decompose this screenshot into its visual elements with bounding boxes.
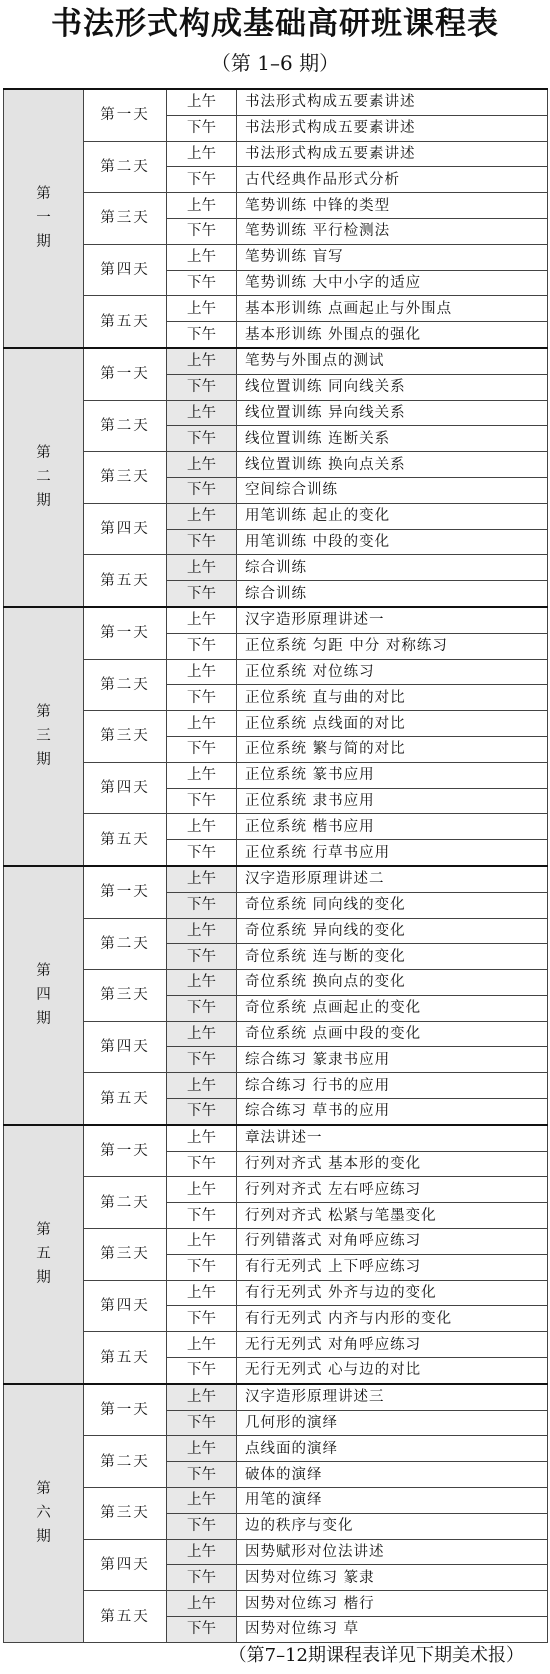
morning-label: 上午 <box>167 244 237 270</box>
afternoon-label: 下午 <box>167 1151 237 1177</box>
session-topic: 正位系统 对位练习 <box>237 659 548 685</box>
period-label-text: 第五期 <box>36 1222 51 1287</box>
table-row <box>4 400 548 426</box>
afternoon-label: 下午 <box>167 1513 237 1539</box>
table-row <box>4 918 548 944</box>
session-topic: 有行无列式 外齐与边的变化 <box>237 1280 548 1306</box>
morning-label: 上午 <box>167 1125 237 1151</box>
table-row <box>4 607 548 633</box>
afternoon-label: 下午 <box>167 944 237 970</box>
day-label: 第四天 <box>84 1021 167 1073</box>
period-label-text: 第二期 <box>36 445 51 510</box>
day-label: 第二天 <box>84 141 167 193</box>
session-topic: 线位置训练 异向线关系 <box>237 400 548 426</box>
session-topic: 奇位系统 点画起止的变化 <box>237 995 548 1021</box>
session-topic: 基本形训练 点画起止与外围点 <box>237 296 548 322</box>
table-row <box>4 452 548 478</box>
table-row <box>4 1021 548 1047</box>
morning-label: 上午 <box>167 711 237 737</box>
afternoon-label: 下午 <box>167 426 237 452</box>
session-topic: 基本形训练 外围点的强化 <box>237 322 548 348</box>
day-label: 第三天 <box>84 970 167 1022</box>
session-topic: 线位置训练 同向线关系 <box>237 374 548 400</box>
session-topic: 正位系统 篆书应用 <box>237 762 548 788</box>
day-label: 第五天 <box>84 555 167 607</box>
session-topic: 用笔训练 中段的变化 <box>237 529 548 555</box>
day-label: 第二天 <box>84 400 167 452</box>
table-row <box>4 141 548 167</box>
table-row <box>4 1384 548 1410</box>
day-label: 第三天 <box>84 1229 167 1281</box>
day-label: 第一天 <box>84 1125 167 1177</box>
afternoon-label: 下午 <box>167 1099 237 1125</box>
table-row <box>4 555 548 581</box>
page-title: 书法形式构成基础高研班课程表 <box>51 6 499 42</box>
morning-label: 上午 <box>167 866 237 892</box>
day-label: 第四天 <box>84 503 167 555</box>
session-topic: 行列对齐式 左右呼应练习 <box>237 1177 548 1203</box>
session-topic: 正位系统 直与曲的对比 <box>237 685 548 711</box>
page-subtitle: （第 1–6 期） <box>210 51 340 75</box>
morning-label: 上午 <box>167 1436 237 1462</box>
morning-label: 上午 <box>167 89 237 115</box>
session-topic: 奇位系统 换向点的变化 <box>237 970 548 996</box>
session-topic: 笔势训练 中锋的类型 <box>237 193 548 219</box>
session-topic: 无行无列式 心与边的对比 <box>237 1358 548 1384</box>
schedule-body <box>4 89 548 1642</box>
morning-label: 上午 <box>167 1488 237 1514</box>
afternoon-label: 下午 <box>167 115 237 141</box>
morning-label: 上午 <box>167 762 237 788</box>
session-topic: 有行无列式 内齐与内形的变化 <box>237 1306 548 1332</box>
day-label: 第二天 <box>84 659 167 711</box>
afternoon-label: 下午 <box>167 1358 237 1384</box>
table-row <box>4 1488 548 1514</box>
table-row <box>4 970 548 996</box>
session-topic: 因势对位练习 篆隶 <box>237 1565 548 1591</box>
period-label-text: 第一期 <box>36 186 51 251</box>
period-label <box>4 1125 84 1384</box>
session-topic: 正位系统 行草书应用 <box>237 840 548 866</box>
afternoon-label: 下午 <box>167 581 237 607</box>
afternoon-label: 下午 <box>167 1617 237 1643</box>
session-topic: 线位置训练 连断关系 <box>237 426 548 452</box>
afternoon-label: 下午 <box>167 736 237 762</box>
table-row <box>4 711 548 737</box>
day-label: 第四天 <box>84 1280 167 1332</box>
day-label: 第二天 <box>84 1177 167 1229</box>
period-label-text: 第四期 <box>36 963 51 1028</box>
afternoon-label: 下午 <box>167 374 237 400</box>
day-label: 第五天 <box>84 814 167 866</box>
table-row <box>4 866 548 892</box>
session-topic: 奇位系统 同向线的变化 <box>237 892 548 918</box>
afternoon-label: 下午 <box>167 995 237 1021</box>
session-topic: 书法形式构成五要素讲述 <box>237 115 548 141</box>
day-label: 第二天 <box>84 918 167 970</box>
morning-label: 上午 <box>167 1280 237 1306</box>
session-topic: 汉字造形原理讲述一 <box>237 607 548 633</box>
session-topic: 线位置训练 换向点关系 <box>237 452 548 478</box>
schedule-table <box>3 88 548 1643</box>
session-topic: 笔势与外围点的测试 <box>237 348 548 374</box>
period-label <box>4 89 84 348</box>
afternoon-label: 下午 <box>167 892 237 918</box>
session-topic: 用笔的演绎 <box>237 1488 548 1514</box>
table-row <box>4 1125 548 1151</box>
session-topic: 综合练习 行书的应用 <box>237 1073 548 1099</box>
morning-label: 上午 <box>167 1591 237 1617</box>
day-label: 第三天 <box>84 193 167 245</box>
table-row <box>4 1539 548 1565</box>
morning-label: 上午 <box>167 1229 237 1255</box>
period-label <box>4 348 84 607</box>
afternoon-label: 下午 <box>167 270 237 296</box>
afternoon-label: 下午 <box>167 218 237 244</box>
afternoon-label: 下午 <box>167 1254 237 1280</box>
morning-label: 上午 <box>167 918 237 944</box>
morning-label: 上午 <box>167 1384 237 1410</box>
morning-label: 上午 <box>167 1021 237 1047</box>
session-topic: 因势对位练习 楷行 <box>237 1591 548 1617</box>
table-row <box>4 814 548 840</box>
session-topic: 因势对位练习 草 <box>237 1617 548 1643</box>
session-topic: 奇位系统 点画中段的变化 <box>237 1021 548 1047</box>
session-topic: 书法形式构成五要素讲述 <box>237 141 548 167</box>
table-row <box>4 296 548 322</box>
day-label: 第三天 <box>84 1488 167 1540</box>
session-topic: 破体的演绎 <box>237 1462 548 1488</box>
table-row <box>4 1177 548 1203</box>
morning-label: 上午 <box>167 1177 237 1203</box>
morning-label: 上午 <box>167 1332 237 1358</box>
session-topic: 因势赋形对位法讲述 <box>237 1539 548 1565</box>
morning-label: 上午 <box>167 400 237 426</box>
day-label: 第五天 <box>84 1332 167 1384</box>
session-topic: 古代经典作品形式分析 <box>237 167 548 193</box>
morning-label: 上午 <box>167 970 237 996</box>
morning-label: 上午 <box>167 659 237 685</box>
session-topic: 有行无列式 上下呼应练习 <box>237 1254 548 1280</box>
afternoon-label: 下午 <box>167 1047 237 1073</box>
afternoon-label: 下午 <box>167 685 237 711</box>
day-label: 第四天 <box>84 1539 167 1591</box>
session-topic: 正位系统 繁与简的对比 <box>237 736 548 762</box>
period-label <box>4 1384 84 1642</box>
afternoon-label: 下午 <box>167 633 237 659</box>
afternoon-label: 下午 <box>167 1203 237 1229</box>
session-topic: 无行无列式 对角呼应练习 <box>237 1332 548 1358</box>
session-topic: 边的秩序与变化 <box>237 1513 548 1539</box>
table-row <box>4 1591 548 1617</box>
day-label: 第一天 <box>84 348 167 400</box>
table-row <box>4 89 548 115</box>
table-row <box>4 348 548 374</box>
session-topic: 正位系统 点线面的对比 <box>237 711 548 737</box>
session-topic: 正位系统 隶书应用 <box>237 788 548 814</box>
afternoon-label: 下午 <box>167 477 237 503</box>
session-topic: 综合练习 草书的应用 <box>237 1099 548 1125</box>
session-topic: 行列对齐式 基本形的变化 <box>237 1151 548 1177</box>
session-topic: 笔势训练 盲写 <box>237 244 548 270</box>
morning-label: 上午 <box>167 348 237 374</box>
table-row <box>4 1280 548 1306</box>
period-label <box>4 607 84 866</box>
session-topic: 用笔训练 起止的变化 <box>237 503 548 529</box>
session-topic: 点线面的演绎 <box>237 1436 548 1462</box>
table-row <box>4 1332 548 1358</box>
day-label: 第四天 <box>84 762 167 814</box>
day-label: 第五天 <box>84 296 167 348</box>
morning-label: 上午 <box>167 607 237 633</box>
table-row <box>4 193 548 219</box>
session-topic: 行列对齐式 松紧与笔墨变化 <box>237 1203 548 1229</box>
day-label: 第一天 <box>84 607 167 659</box>
session-topic: 笔势训练 大中小字的适应 <box>237 270 548 296</box>
morning-label: 上午 <box>167 555 237 581</box>
table-row <box>4 503 548 529</box>
session-topic: 综合训练 <box>237 581 548 607</box>
table-row <box>4 244 548 270</box>
day-label: 第一天 <box>84 89 167 141</box>
morning-label: 上午 <box>167 1073 237 1099</box>
day-label: 第五天 <box>84 1073 167 1125</box>
session-topic: 正位系统 匀距 中分 对称练习 <box>237 633 548 659</box>
session-topic: 综合练习 篆隶书应用 <box>237 1047 548 1073</box>
day-label: 第一天 <box>84 866 167 918</box>
day-label: 第四天 <box>84 244 167 296</box>
session-topic: 行列错落式 对角呼应练习 <box>237 1229 548 1255</box>
period-label-text: 第三期 <box>36 704 51 769</box>
session-topic: 空间综合训练 <box>237 477 548 503</box>
day-label: 第五天 <box>84 1591 167 1643</box>
afternoon-label: 下午 <box>167 529 237 555</box>
session-topic: 正位系统 楷书应用 <box>237 814 548 840</box>
afternoon-label: 下午 <box>167 1565 237 1591</box>
afternoon-label: 下午 <box>167 1306 237 1332</box>
table-row <box>4 1229 548 1255</box>
morning-label: 上午 <box>167 503 237 529</box>
session-topic: 汉字造形原理讲述二 <box>237 866 548 892</box>
afternoon-label: 下午 <box>167 1410 237 1436</box>
footer-note: （第7–12期课程表详见下期美术报） <box>228 1645 524 1666</box>
morning-label: 上午 <box>167 193 237 219</box>
session-topic: 综合训练 <box>237 555 548 581</box>
afternoon-label: 下午 <box>167 788 237 814</box>
session-topic: 汉字造形原理讲述三 <box>237 1384 548 1410</box>
table-row <box>4 1436 548 1462</box>
table-row <box>4 659 548 685</box>
afternoon-label: 下午 <box>167 840 237 866</box>
morning-label: 上午 <box>167 296 237 322</box>
day-label: 第二天 <box>84 1436 167 1488</box>
session-topic: 几何形的演绎 <box>237 1410 548 1436</box>
morning-label: 上午 <box>167 1539 237 1565</box>
day-label: 第三天 <box>84 711 167 763</box>
session-topic: 书法形式构成五要素讲述 <box>237 89 548 115</box>
afternoon-label: 下午 <box>167 1462 237 1488</box>
morning-label: 上午 <box>167 141 237 167</box>
session-topic: 奇位系统 连与断的变化 <box>237 944 548 970</box>
table-row <box>4 762 548 788</box>
afternoon-label: 下午 <box>167 322 237 348</box>
day-label: 第三天 <box>84 452 167 504</box>
period-label-text: 第六期 <box>36 1481 51 1546</box>
period-label <box>4 866 84 1125</box>
day-label: 第一天 <box>84 1384 167 1436</box>
session-topic: 章法讲述一 <box>237 1125 548 1151</box>
afternoon-label: 下午 <box>167 167 237 193</box>
table-row <box>4 1073 548 1099</box>
morning-label: 上午 <box>167 814 237 840</box>
morning-label: 上午 <box>167 452 237 478</box>
session-topic: 笔势训练 平行检测法 <box>237 218 548 244</box>
session-topic: 奇位系统 异向线的变化 <box>237 918 548 944</box>
